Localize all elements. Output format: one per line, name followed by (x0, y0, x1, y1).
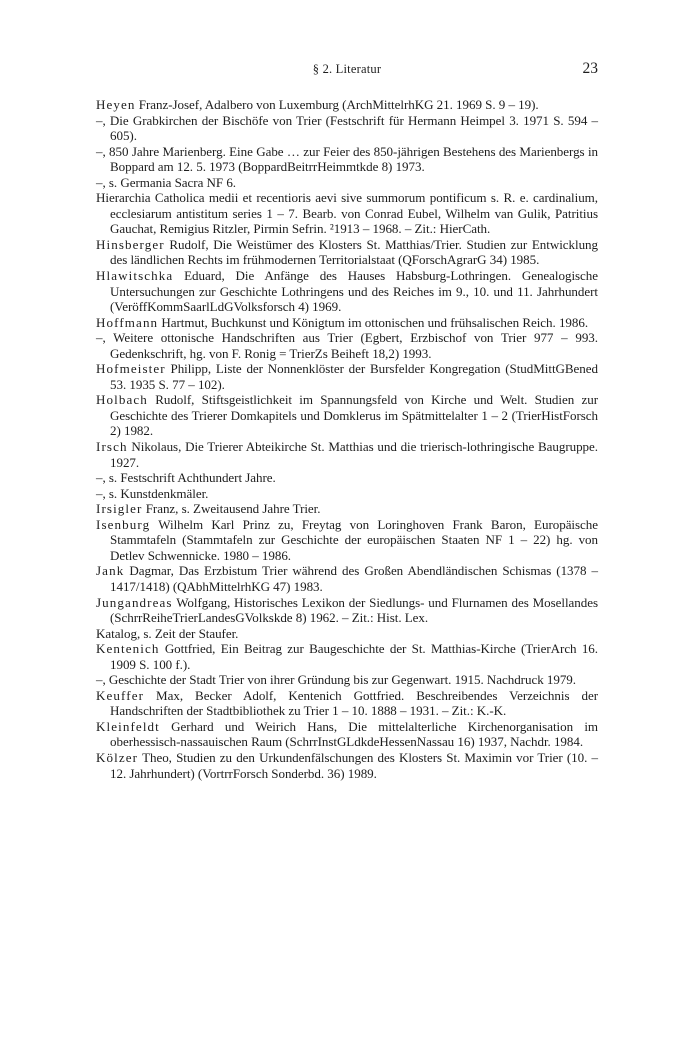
entry-text: Gerhard und Weirich Hans, Die mittelalterliche Kirchenorganisation im oberhessisch-nassauischen Raum (SchrrInstGLdkdeHessenNassau 16) 1937, Nachdr. 1984. (110, 718, 598, 750)
entry-text: –, s. Festschrift Achthundert Jahre. (96, 470, 276, 486)
entry-text: Philipp, Liste der Nonnenklöster der Bursfelder Kongregation (StudMittGBened 53. 1935 S. 77 – 102). (110, 361, 598, 392)
author-name: Irsigler (96, 501, 143, 517)
entry-text: Nikolaus, Die Trierer Abteikirche St. Matthias und die trierisch-lothringische Baugruppe. 1927. (110, 439, 598, 470)
entry-text: Franz, s. Zweitausend Jahre Trier. (142, 501, 321, 517)
bibliography-entry (96, 113, 598, 144)
author-name: Hinsberger (96, 236, 165, 252)
entry-text: Wilhelm Karl Prinz zu, Freytag von Loringhoven Frank Baron, Europäische Stammtafeln (Stammtafeln zur Geschichte der europäischen Staaten NF 1 – 22) hg. von Detlev Schwennicke. 1980 – 1986. (110, 516, 598, 563)
entry-text: –, Geschichte der Stadt Trier von ihrer Gründung bis zur Gegenwart. 1915. Nachdruck 1979. (96, 672, 576, 688)
author-name: Jank (96, 563, 125, 579)
bibliography-entry (96, 144, 598, 175)
author-name: Kölzer (96, 749, 139, 765)
bibliography-entry (96, 641, 598, 672)
bibliography-entry (96, 439, 598, 470)
author-name: Keuffer (96, 687, 145, 703)
author-name: Isenburg (96, 516, 151, 532)
entry-text: Max, Becker Adolf, Kentenich Gottfried. Beschreibendes Verzeichnis der Handschriften der Stadtbibliothek zu Trier 1 – 10. 1888 – 1931. – Zit.: K.-K. (110, 687, 598, 719)
bibliography-entry (96, 563, 598, 594)
bibliography-entry (96, 672, 598, 688)
bibliography-entry (96, 175, 598, 191)
bibliography-entry (96, 330, 598, 361)
entry-text: –, 850 Jahre Marienberg. Eine Gabe … zur Feier des 850-jährigen Bestehens des Marienbergs in Boppard am 12. 5. 1973 (BoppardBeitrrHeimmtkde 8) 1973. (96, 143, 598, 175)
entry-text: Franz-Josef, Adalbero von Luxemburg (ArchMittelrhKG 21. 1969 S. 9 – 19). (135, 97, 539, 112)
bibliography-entry (96, 268, 598, 315)
entry-text: Katalog, s. Zeit der Staufer. (96, 625, 239, 641)
bibliography-entry (96, 517, 598, 564)
bibliography-entry (96, 719, 598, 750)
entry-text: –, s. Germania Sacra NF 6. (96, 174, 237, 190)
bibliography-entry (96, 470, 598, 486)
bibliography-entry (96, 688, 598, 719)
author-name: Jungandreas (96, 594, 173, 610)
bibliography-entry (96, 626, 598, 642)
bibliography-entry (96, 595, 598, 626)
author-name: Kentenich (96, 641, 160, 657)
page-header (96, 60, 598, 80)
entry-text: Rudolf, Stiftsgeistlichkeit im Spannungsfeld von Kirche und Welt. Studien zur Geschichte des Trierer Domkapitels und Domklerus im Spätmittelalter 1 – 2 (TrierHistForsch 2) 1982. (110, 392, 598, 439)
bibliography-entry (96, 190, 598, 237)
author-name: Kleinfeldt (96, 718, 160, 734)
bibliography-list (96, 97, 598, 781)
bibliography-entry (96, 237, 598, 268)
page-number: 23 (582, 60, 598, 77)
entry-text: –, Weitere ottonische Handschriften aus Trier (Egbert, Erzbischof von Trier 977 – 993. Gedenkschrift, hg. von F. Ronig = TrierZs Beiheft 18,2) 1993. (96, 330, 598, 361)
author-name: Hlawitschka (96, 268, 174, 284)
entry-text: –, s. Kunstdenkmäler. (96, 485, 209, 501)
bibliography-entry (96, 315, 598, 331)
author-name: Holbach (96, 392, 148, 408)
author-name: Heyen (96, 97, 136, 112)
entry-text: Gottfried, Ein Beitrag zur Baugeschichte der St. Matthias-Kirche (TrierArch 16. 1909 S. 100 f.). (110, 641, 598, 672)
bibliography-entry (96, 750, 598, 781)
entry-text: Eduard, Die Anfänge des Hauses Habsburg-Lothringen. Genealogische Untersuchungen zur Geschichte Lothringens und des Reiches im 9., 10. und 11. Jahrhundert (VeröffKommSaarlLdGVolksforsch 4) 1969. (110, 268, 598, 315)
entry-text: Dagmar, Das Erzbistum Trier während des Großen Abendländischen Schismas (1378 – 1417/1418) (QAbhMittelrhKG 47) 1983. (110, 563, 598, 594)
entry-text: Hierarchia Catholica medii et recentioris aevi sive summorum pontificum s. R. e. cardinalium, ecclesiarum antistitum series 1 – 7. Bearb. von Conrad Eubel, Wilhelm van Gulik, Patritius Gauchat, Remigius Ritzler, Pirmin Sefrin. ²1913 – 1968. – Zit.: HierCath. (96, 190, 598, 237)
author-name: Irsch (96, 439, 128, 455)
author-name: Hoffmann (96, 314, 159, 330)
entry-text: –, Die Grabkirchen der Bischöfe von Trier (Festschrift für Hermann Heimpel 3. 1971 S. 594 – 605). (96, 112, 598, 144)
author-name: Hofmeister (96, 361, 166, 377)
bibliography-entry (96, 501, 598, 517)
running-head: § 2. Literatur (312, 62, 382, 76)
bibliography-entry (96, 392, 598, 439)
entry-text: Wolfgang, Historisches Lexikon der Siedlungs- und Flurnamen des Mosellandes (SchrrReiheTrierLandesGVolkskde 8) 1962. – Zit.: Hist. Lex. (110, 594, 598, 626)
bibliography-entry (96, 486, 598, 502)
entry-text: Theo, Studien zu den Urkundenfälschungen des Klosters St. Maximin vor Trier (10. – 12. Jahrhundert) (VortrrForsch Sonderbd. 36) 1989. (110, 749, 598, 781)
bibliography-entry (96, 361, 598, 392)
entry-text: Rudolf, Die Weistümer des Klosters St. Matthias/Trier. Studien zur Entwicklung des ländlichen Rechts im frühmodernen Territorialstaat (QForschAgrarG 34) 1985. (110, 236, 598, 268)
bibliography-entry (96, 97, 598, 113)
entry-text: Hartmut, Buchkunst und Königtum im ottonischen und frühsalischen Reich. 1986. (158, 314, 589, 330)
